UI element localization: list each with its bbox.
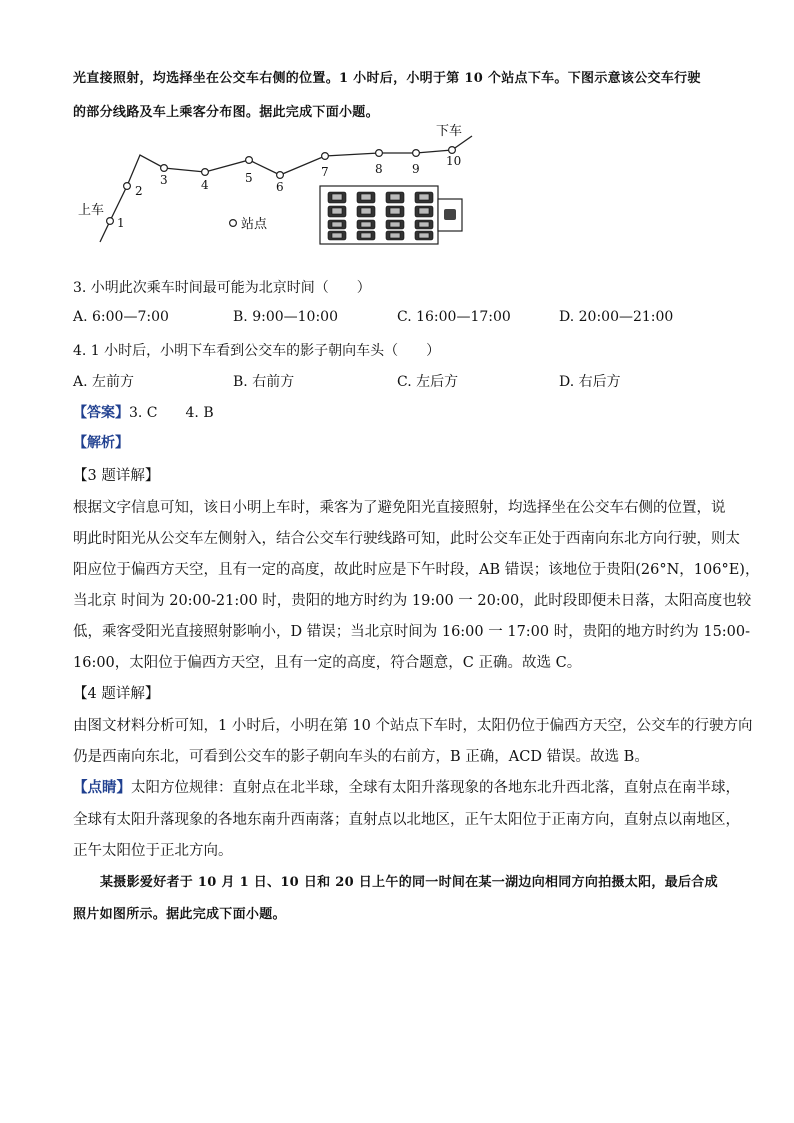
q4-stem: 4. 1 小时后，小明下车看到公交车的影子朝向车头（ ）: [73, 343, 441, 359]
station-label-6: 6: [276, 180, 284, 194]
legend-station-icon: [230, 220, 237, 227]
tip-line-2: 全球有太阳升落现象的各地东南升西南落；直射点以北地区，正午太阳位于正南方向，直射点以南地区，: [73, 812, 740, 828]
seat-cushion: [390, 194, 400, 200]
q3-option-c[interactable]: C. 16:00—17:00: [397, 309, 511, 325]
station-3: [161, 165, 168, 172]
legend-label: 站点: [241, 217, 268, 232]
next-intro-line-2: 照片如图所示。据此完成下面小题。: [73, 907, 286, 922]
seat-cushion: [390, 233, 400, 238]
seat-cushion: [419, 208, 429, 214]
seat-cushion: [419, 233, 429, 238]
station-2: [124, 183, 131, 190]
station-9: [413, 150, 420, 157]
seat-cushion: [361, 194, 371, 200]
seat-cushion: [419, 194, 429, 200]
station-label-8: 8: [375, 162, 383, 176]
station-label-4: 4: [201, 178, 209, 192]
tip-label: 【点睛】: [73, 779, 131, 796]
seat-cushion: [390, 208, 400, 214]
detail4-label: 【4 题详解】: [73, 686, 160, 702]
driver-icon: [444, 209, 456, 220]
detail3-label: 【3 题详解】: [73, 468, 160, 484]
station-7: [322, 153, 329, 160]
intro-line-2: 的部分线路及车上乘客分布图。据此完成下面小题。: [73, 105, 379, 120]
detail4-line-1: 由图文材料分析可知，1 小时后，小明在第 10 个站点下车时，太阳仍位于偏西方天空，公交车的行驶方向: [73, 718, 753, 734]
q3-option-d[interactable]: D. 20:00—21:00: [559, 309, 674, 325]
detail3-line-4: 当北京 时间为 20:00-21:00 时，贵阳的地方时约为 19:00 一 20:00，此时段即便未日落，太阳高度也较: [73, 593, 752, 609]
station-label-1: 1: [117, 216, 125, 230]
analysis-label: 【解析】: [73, 435, 129, 451]
seat-cushion: [332, 208, 342, 214]
seat-cushion: [332, 233, 342, 238]
intro-line-1: 光直接照射，均选择坐在公交车右侧的位置。1 小时后，小明于第 10 个站点下车。下图示意该公交车行驶: [73, 71, 701, 86]
q3-option-b[interactable]: B. 9:00—10:00: [233, 309, 338, 325]
bus-route-figure: [70, 120, 490, 250]
detail3-line-2: 明此时阳光从公交车左侧射入，结合公交车行驶线路可知，此时公交车正处于西南向东北方向行驶，则太: [73, 531, 740, 547]
q4-option-b[interactable]: B. 右前方: [233, 374, 295, 390]
station-label-3: 3: [160, 173, 168, 187]
tip-line-3: 正午太阳位于正北方向。: [73, 843, 233, 859]
station-4: [202, 169, 209, 176]
seat-cushion: [332, 222, 342, 227]
detail3-line-6: 16:00，太阳位于偏西方天空，且有一定的高度，符合题意，C 正确。故选 C。: [73, 655, 582, 671]
station-8: [376, 150, 383, 157]
detail3-line-3: 阳应位于偏西方天空，且有一定的高度，故此时应是下午时段，AB 错误；该地位于贵阳(26°N，106°E)，: [73, 562, 760, 578]
q3-stem: 3. 小明此次乘车时间最可能为北京时间（ ）: [73, 280, 371, 296]
tip-row: [73, 776, 740, 797]
alight-label: 下车: [436, 124, 463, 139]
q4-option-d[interactable]: D. 右后方: [559, 374, 621, 390]
detail3-line-1: 根据文字信息可知，该日小明上车时，乘客为了避免阳光直接照射，均选择坐在公交车右侧的位置，说: [73, 500, 726, 516]
bus-seating-plan: [320, 186, 462, 244]
station-label-10: 10: [446, 154, 462, 168]
seat-cushion: [390, 222, 400, 227]
detail4-line-2: 仍是西南向东北，可看到公交车的影子朝向车头的右前方，B 正确，ACD 错误。故选 B。: [73, 749, 649, 765]
tip-line-1: 太阳方位规律：直射点在北半球，全球有太阳升落现象的各地东北升西北落，直射点在南半球，: [131, 780, 740, 796]
station-label-9: 9: [412, 162, 420, 176]
answer-row: [73, 402, 214, 422]
station-6: [277, 172, 284, 179]
answer-label: 【答案】: [73, 405, 129, 421]
q4-option-c[interactable]: C. 左后方: [397, 374, 459, 390]
seat-cushion: [361, 233, 371, 238]
detail3-line-5: 低，乘客受阳光直接照射影响小，D 错误；当北京时间为 16:00 一 17:00 时，贵阳的地方时约为 15:00-: [73, 624, 751, 640]
station-10: [449, 147, 456, 154]
board-label: 上车: [78, 203, 105, 218]
station-1: [107, 218, 114, 225]
station-label-7: 7: [321, 165, 329, 179]
station-label-5: 5: [245, 171, 253, 185]
station-label-2: 2: [135, 184, 143, 198]
next-intro-line-1: 某摄影爱好者于 10 月 1 日、10 日和 20 日上午的同一时间在某一湖边向相同方向拍摄太阳，最后合成: [100, 875, 718, 890]
seat-cushion: [361, 222, 371, 227]
seat-cushion: [419, 222, 429, 227]
station-5: [246, 157, 253, 164]
answer-text: 3. C 4. B: [129, 405, 214, 421]
q3-option-a[interactable]: A. 6:00—7:00: [73, 309, 169, 325]
seat-cushion: [361, 208, 371, 214]
seat-cushion: [332, 194, 342, 200]
q4-option-a[interactable]: A. 左前方: [73, 374, 135, 390]
